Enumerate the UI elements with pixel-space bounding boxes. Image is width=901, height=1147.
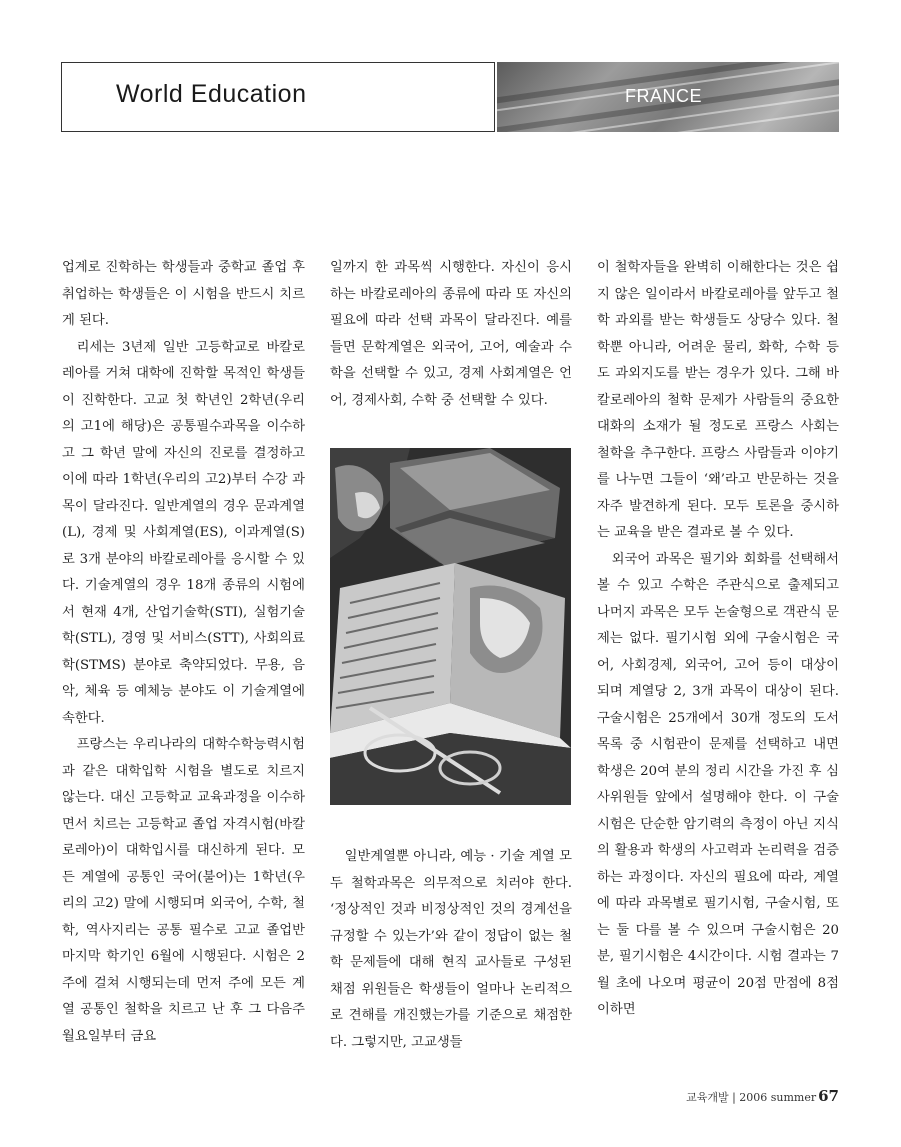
column-middle-top <box>330 255 572 414</box>
column-right <box>597 255 839 1024</box>
illustration-open-book <box>330 448 571 805</box>
magazine-issue: 교육개발 | 2006 summer <box>686 1091 817 1104</box>
paragraph: 일반계열뿐 아니라, 예능 · 기술 계열 모두 철학과목은 의무적으로 치러야 한다. ‘정상적인 것과 비정상적인 것의 경계선을 규정할 수 있는가’와 같이 정답이 없는 철학 문제들에 대해 현직 교사들로 구성된 채점 위원들은 학생들이 얼마나 논리적으로 견해를 개진했는가를 기준으로 채점한다. 그렇지만, 고교생들 <box>330 849 572 1050</box>
header-banner-image <box>497 62 839 132</box>
page-number: 67 <box>818 1087 839 1105</box>
paragraph: 업계로 진학하는 학생들과 중학교 졸업 후 취업하는 학생들은 이 시험을 반드시 치르게 된다. <box>62 260 305 328</box>
paragraph: 이 철학자들을 완벽히 이해한다는 것은 쉽지 않은 일이라서 바칼로레아를 앞두고 철학 과외를 받는 학생들도 상당수 있다. 철학뿐 아니라, 어려운 물리, 화학, 수학 등도 과외지도를 받는 경우가 있다. 그해 바칼로레아의 철학 문제가 사람들의 중요한 대화의 소재가 될 정도로 프랑스 사회는 철학을 추구한다. 프랑스 사람들과 이야기를 나누면 그들이 ‘왜’라고 반문하는 것을 자주 발견하게 된다. 모두 토론을 중시하는 교육을 받은 결과로 볼 수 있다. <box>597 260 839 540</box>
page-footer <box>686 1087 839 1105</box>
paragraph: 외국어 과목은 필기와 회화를 선택해서 볼 수 있고 수학은 주관식으로 출제되고 나머지 과목은 모두 논술형으로 객관식 문제는 없다. 필기시험 외에 구술시험은 국어, 사회경제, 외국어, 고어 등이 대상이 되며 계열당 2, 3개 과목이 대상이 된다. 구술시험은 25개에서 30개 정도의 도서 목록 중 시험관이 문제를 선택하고 내면 학생은 20여 분의 정리 시간을 가진 후 심사위원들 앞에서 설명해야 한다. 이 구술시험은 단순한 암기력의 측정이 아닌 지식의 활용과 학생의 사고력과 논리력을 검증하는 과정이다. 자신의 필요에 따라, 계열에 따라 과목별로 필기시험, 구술시험, 또는 둘 다를 볼 수 있으며 구술시험은 20분, 필기시험은 4시간이다. 시험 결과는 7월 초에 나오며 평균이 20점 만점에 8점 이하면 <box>597 551 839 1017</box>
column-middle-bottom <box>330 844 572 1056</box>
paragraph: 프랑스는 우리나라의 대학수학능력시험과 같은 대학입학 시험을 별도로 치르지 않는다. 대신 고등학교 교육과정을 이수하면서 치르는 고등학교 졸업 자격시험(바칼로레아)이 대학입시를 대신하게 된다. 모든 계열에 공통인 국어(불어)는 1학년(우리의 고2) 말에 시행되며 외국어, 수학, 철학, 역사지리는 공통 필수로 고교 졸업반 마지막 학기인 6월에 시행된다. 시험은 2주에 걸쳐 시행되는데 먼저 주에 모든 계열 공통인 철학을 치르고 난 후 그 다음주 월요일부터 금요 <box>62 737 305 1044</box>
column-left <box>62 255 305 1050</box>
country-label: FRANCE <box>625 86 703 106</box>
paragraph: 리세는 3년제 일반 고등학교로 바칼로레아를 거쳐 대학에 진학할 목적인 학생들이 진학한다. 고교 첫 학년인 2학년(우리의 고1에 해당)은 공통필수과목을 이수하고 그 학년 말에 자신의 진로를 결정하고 이에 따라 1학년(우리의 고2)부터 수강 과목이 달라진다. 일반계열의 경우 문과계열(L), 경제 및 사회계열(ES), 이과계열(S)로 3개 분야의 바칼로레아를 응시할 수 있다. 기술계열의 경우 18개 종류의 시험에서 현재 4개, 산업기술학(STI), 실험기술학(STL), 경영 및 서비스(STT), 사회의료학(STMS) 분야로 축약되었다. 무용, 음악, 체육 등 예체능 분야도 이 기술계열에 속한다. <box>62 339 305 726</box>
paragraph: 일까지 한 과목씩 시행한다. 자신이 응시하는 바칼로레아의 종류에 따라 또 자신의 필요에 따라 선택 과목이 달라진다. 예를 들면 문학계열은 외국어, 고어, 예술과 수학을 선택할 수 있고, 경제 사회계열은 언어, 경제사회, 수학 중 선택할 수 있다. <box>330 260 572 408</box>
section-title: World Education <box>116 80 307 108</box>
